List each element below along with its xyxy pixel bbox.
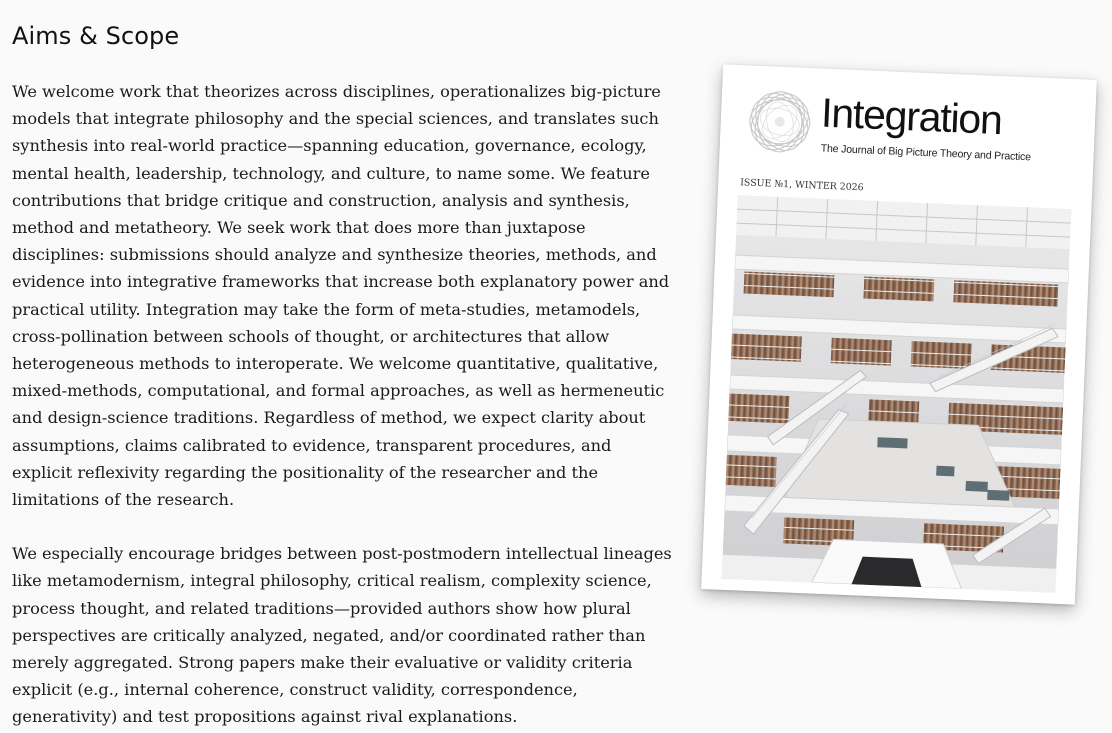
paragraph-2: We especially encourage bridges between post-postmodern intellectual lineages like metamodernism, integral philosophy, critical realism, complexity science, process thought, and related traditions—provided authors show how plural perspectives are critically analyzed, negated, and/or coordinated rather than merely aggregated. Strong papers make their evaluative or validity criteria explicit (e.g., internal coherence, construct validity, correspondence, generativity) and test propositions against rival explanations. <box>12 544 672 727</box>
aims-scope-section <box>12 16 672 731</box>
cover-title: Integration <box>820 89 1003 144</box>
cover-issue: ISSUE №1, WINTER 2026 <box>739 177 864 194</box>
section-title: Aims & Scope <box>12 22 180 50</box>
journal-cover <box>701 64 1097 604</box>
paragraph-1: We welcome work that theorizes across disciplines, operationalizes big-picture models that integrate philosophy and the special sciences, and translates such synthesis into real-world practice—spanning education, governance, ecology, mental health, leadership, technology, and culture, to name some. We feature contributions that bridge critique and construction, analysis and synthesis, method and metatheory. We seek work that does more than juxtapose disciplines: submissions should analyze and synthesize theories, methods, and evidence into integrative frameworks that increase both explanatory power and practical utility. Integration may take the form of meta-studies, metamodels, cross-pollination between schools of thought, or architectures that allow heterogeneous methods to interoperate. We welcome quantitative, qualitative, mixed-methods, computational, and formal approaches, as well as hermeneutic and design-science traditions. Regardless of method, we expect clarity about assumptions, claims calibrated to evidence, transparent procedures, and explicit reflexivity regarding the positionality of the researcher and the limitations of the research. <box>12 82 670 510</box>
cover-subtitle: The Journal of Big Picture Theory and Practice <box>820 142 1032 164</box>
library-atrium-photo <box>722 195 1072 593</box>
spiral-logo-icon <box>741 83 818 160</box>
